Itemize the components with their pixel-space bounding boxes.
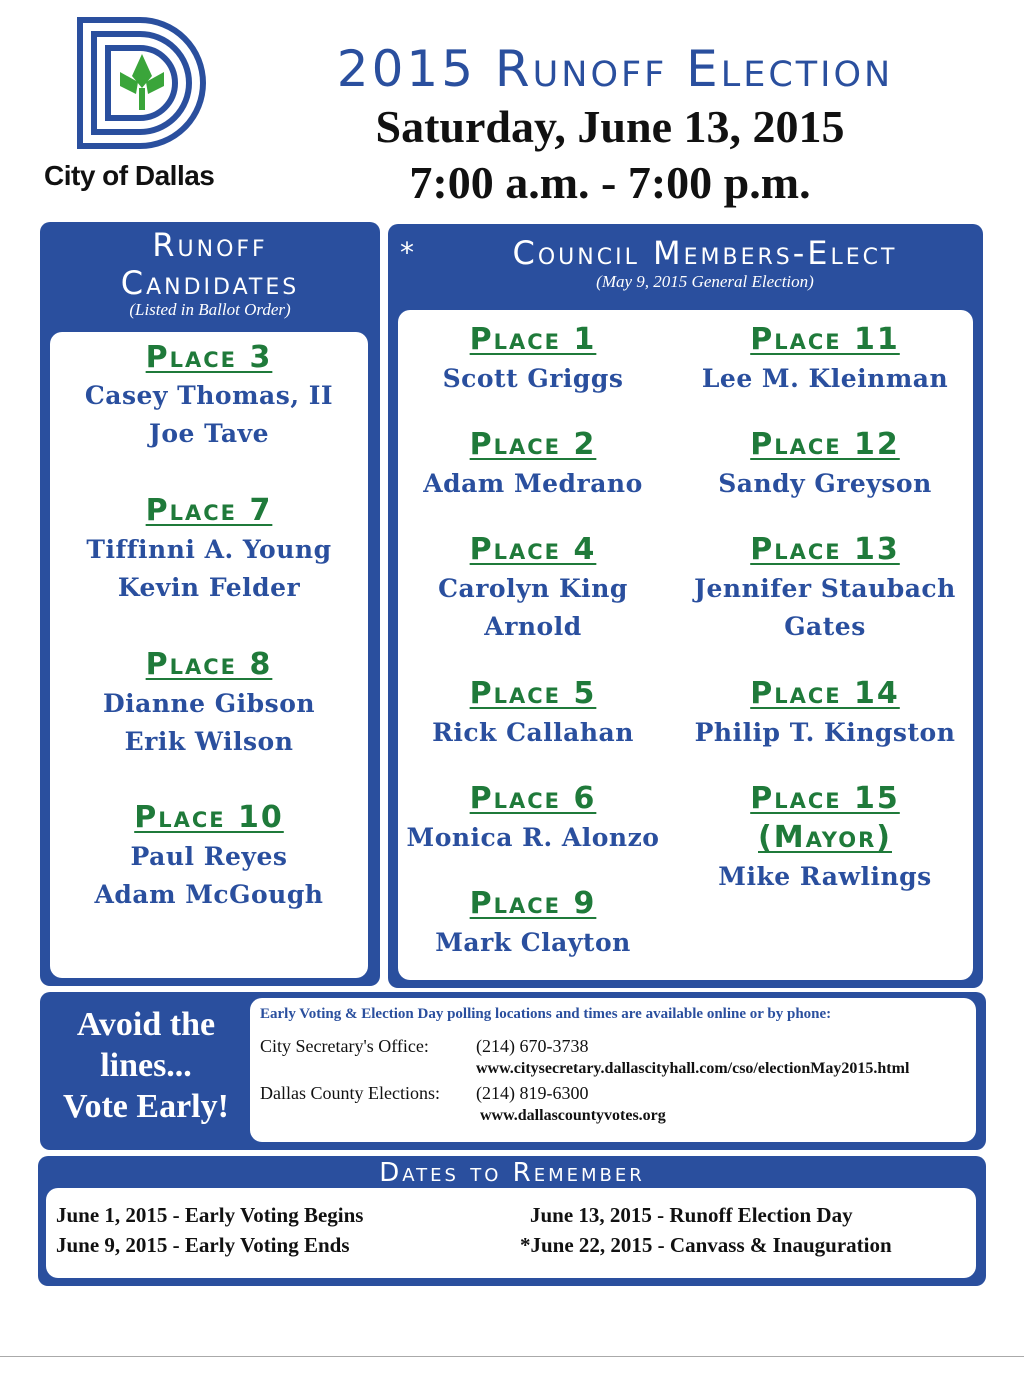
candidate-name: Paul Reyes: [130, 842, 288, 871]
member-name: Philip T. Kingston: [694, 718, 956, 747]
member-name: Sandy Greyson: [718, 469, 932, 498]
member-name: Monica R. Alonzo: [406, 823, 660, 852]
elect-place-label: Place 2: [469, 427, 597, 462]
runoff-place-label: Place 10: [134, 800, 284, 835]
member-name: Jennifer Staubach: [694, 574, 956, 603]
member-name: Arnold: [484, 612, 582, 641]
member-name: Lee M. Kleinman: [701, 364, 949, 393]
candidate-name: Casey Thomas, II: [84, 381, 334, 410]
vote-early-line2: lines...: [100, 1047, 192, 1084]
candidate-name: Kevin Felder: [117, 573, 301, 602]
elect-place-label: Place 5: [469, 676, 597, 711]
members-elect-heading: Council Members-Elect: [512, 234, 898, 272]
office-name: Dallas County Elections:: [260, 1083, 440, 1103]
city-label: City of Dallas: [44, 160, 215, 191]
member-name: Mark Clayton: [435, 928, 631, 957]
runoff-place-label: Place 7: [145, 493, 273, 528]
elect-place-label: Place 15: [750, 781, 900, 816]
member-name: Scott Griggs: [442, 364, 624, 393]
date-item: *June 22, 2015 - Canvass & Inauguration: [520, 1233, 892, 1257]
member-name: Rick Callahan: [432, 718, 634, 747]
elect-place-label: Place 13: [750, 532, 900, 567]
elect-place-label: Place 9: [469, 886, 597, 921]
member-name: Gates: [784, 612, 866, 641]
dates-heading: Dates to Remember: [379, 1158, 645, 1188]
election-hours: 7:00 a.m. - 7:00 p.m.: [409, 157, 811, 208]
elect-place-label: Place 1: [469, 322, 597, 357]
candidate-name: Tiffinni A. Young: [86, 535, 332, 564]
office-name: City Secretary's Office:: [260, 1036, 429, 1056]
date-item: June 13, 2015 - Runoff Election Day: [530, 1203, 853, 1227]
member-name: Mike Rawlings: [718, 862, 932, 891]
runoff-place-label: Place 8: [145, 647, 273, 682]
vote-early-line3: Vote Early!: [63, 1088, 229, 1125]
elect-place-label: Place 11: [750, 322, 900, 357]
candidate-name: Erik Wilson: [124, 727, 294, 756]
page-divider: [0, 1356, 1024, 1357]
runoff-note: (Listed in Ballot Order): [129, 300, 291, 319]
date-item: June 9, 2015 - Early Voting Ends: [56, 1233, 350, 1257]
vote-early-intro: Early Voting & Election Day polling locations and times are available online or by phone:: [260, 1006, 832, 1022]
runoff-heading-line2: Candidates: [120, 264, 300, 302]
members-elect-note: (May 9, 2015 General Election): [596, 272, 814, 291]
date-item: June 1, 2015 - Early Voting Begins: [56, 1203, 364, 1227]
candidate-name: Dianne Gibson: [102, 689, 316, 718]
elect-place-label: Place 14: [750, 676, 900, 711]
office-phone: (214) 670-3738: [476, 1036, 589, 1056]
runoff-heading-line1: Runoff: [152, 226, 268, 264]
city-of-dallas-logo: [70, 14, 220, 154]
member-name: Adam Medrano: [423, 469, 643, 498]
vote-early-line1: Avoid the: [76, 1006, 216, 1043]
elect-place-label: Place 12: [750, 427, 900, 462]
election-date: Saturday, June 13, 2015: [375, 101, 845, 152]
elect-place-label: Place 4: [469, 532, 597, 567]
office-phone: (214) 819-6300: [476, 1083, 589, 1103]
candidate-name: Adam McGough: [94, 880, 324, 909]
office-url[interactable]: www.dallascountyvotes.org: [480, 1107, 666, 1124]
office-url[interactable]: www.citysecretary.dallascityhall.com/cso/electionMay2015.html: [476, 1060, 910, 1077]
member-name: Carolyn King: [438, 574, 628, 603]
candidate-name: Joe Tave: [149, 419, 269, 448]
page-title: 2015 Runoff Election: [336, 40, 894, 98]
elect-place-label: Place 6: [469, 781, 597, 816]
mayor-label: (Mayor): [758, 820, 892, 855]
asterisk-mark: *: [400, 236, 414, 269]
runoff-place-label: Place 3: [145, 340, 273, 375]
